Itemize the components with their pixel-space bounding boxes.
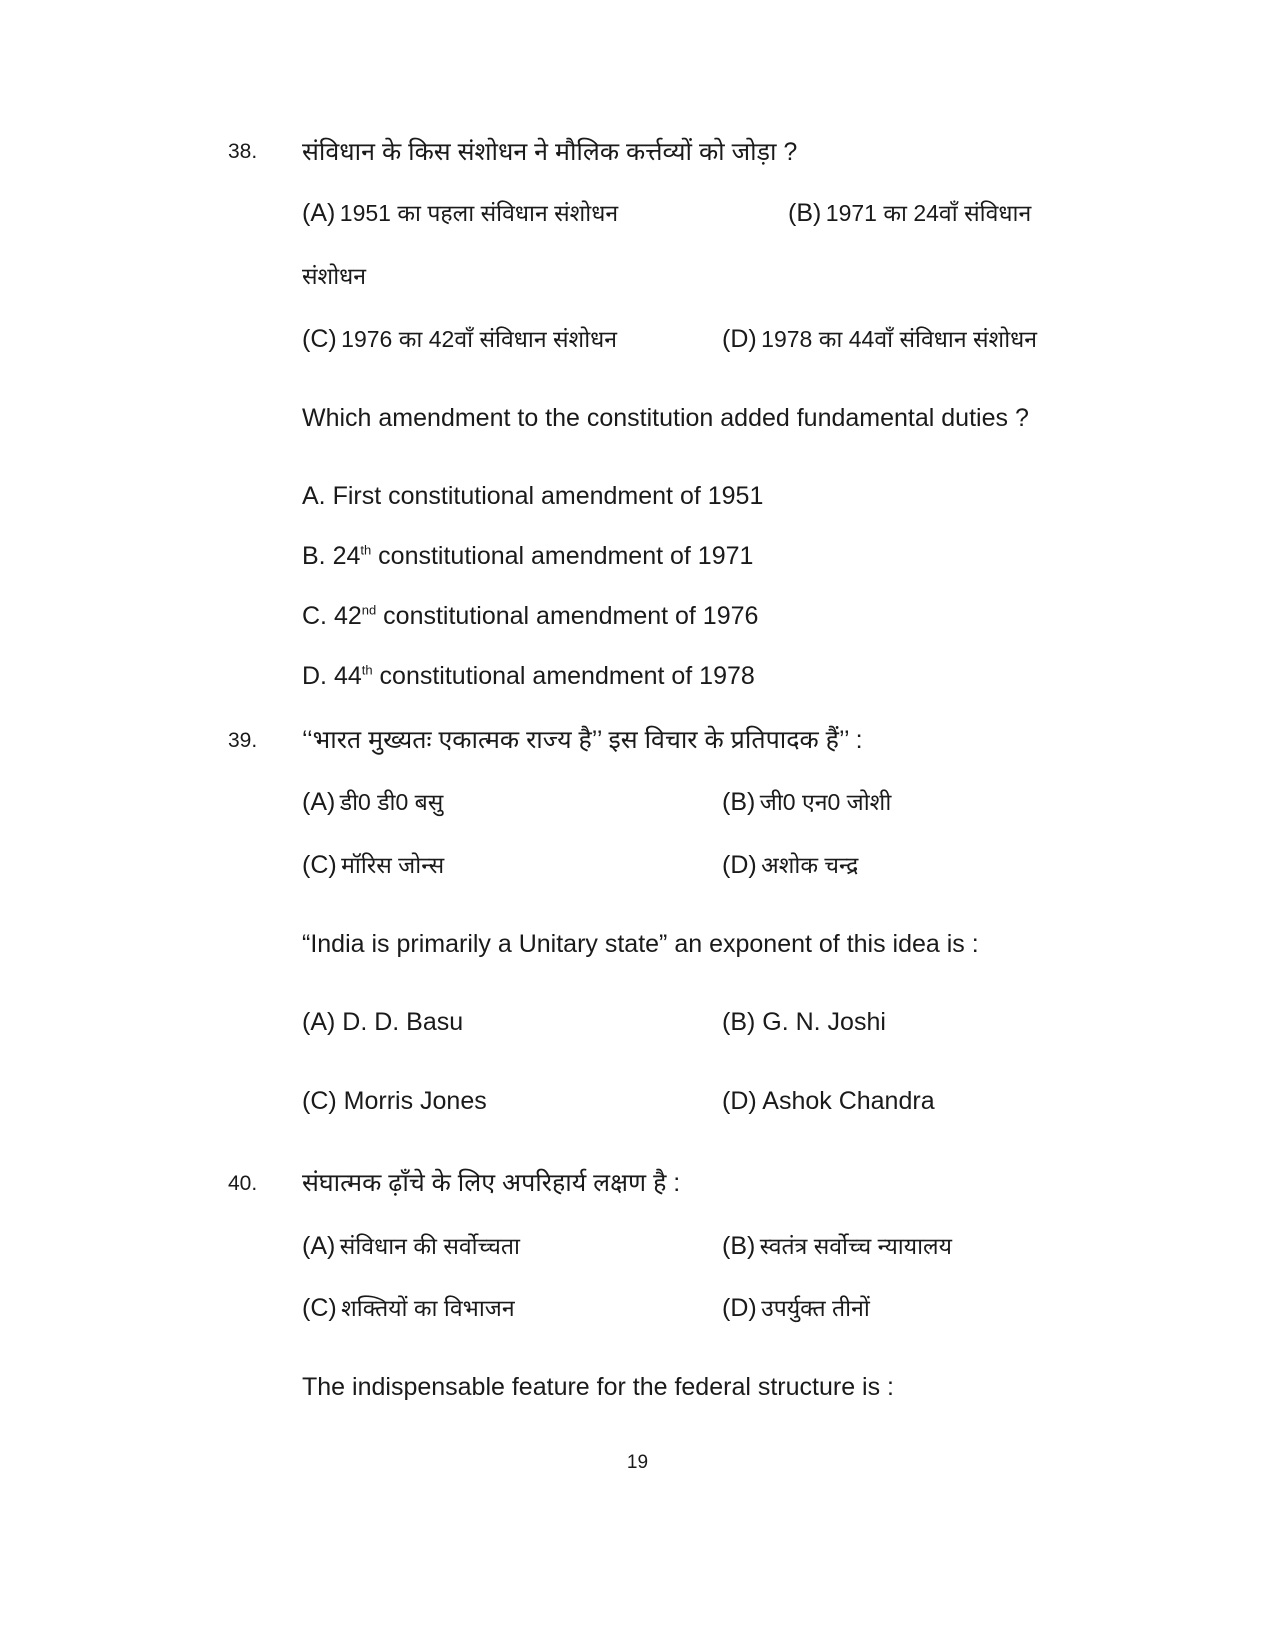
option-text: मॉरिस जोन्स [341,852,445,878]
option-d-hindi [722,848,858,880]
option-c-hindi [302,322,617,354]
option-label: (B) [788,199,822,227]
option-label: (D) [722,325,757,353]
option-text: A. First constitutional amendment of 1951 [302,482,764,510]
option-b-hindi [722,1229,952,1261]
option-label: (B) [722,1232,756,1260]
option-label: (D) [722,1294,757,1322]
option-b-hindi [788,196,1031,228]
option-a-hindi [302,785,443,817]
option-text: 1971 का 24वाँ संविधान [825,200,1032,226]
option-label: (A) [302,1232,336,1260]
option-b-hindi-continued: संशोधन [302,263,367,289]
option-text: अशोक चन्द्र [761,852,859,878]
ordinal-suffix: th [360,542,372,558]
question-number: 38. [228,140,258,163]
option-text: constitutional amendment of 1978 [372,662,755,690]
option-text: 1951 का पहला संविधान संशोधन [339,200,619,226]
question-hindi: संविधान के किस संशोधन ने मौलिक कर्त्तव्यों को जोड़ा ? [302,138,798,166]
option-text: D. 44 [302,662,362,690]
option-c-english: (C) Morris Jones [302,1087,487,1115]
option-text: स्वतंत्र सर्वोच्च न्यायालय [759,1233,952,1259]
option-c-english [302,602,758,631]
option-text: constitutional amendment of 1976 [376,602,759,630]
question-hindi: ‘‘भारत मुख्यतः एकात्मक राज्य है’’ इस विचार के प्रतिपादक हैं’’ : [302,726,863,754]
option-text: constitutional amendment of 1971 [371,542,754,570]
option-text: उपर्युक्त तीनों [761,1295,870,1321]
option-a-english [302,482,763,511]
option-a-hindi [302,196,618,228]
option-text: संविधान की सर्वोच्चता [339,1233,520,1259]
option-label: (D) [722,851,757,879]
option-text: शक्तियों का विभाजन [341,1295,515,1321]
option-c-hindi [302,848,444,880]
option-label: (C) [302,1294,337,1322]
option-b-english [302,542,753,571]
option-text: B. 24 [302,542,361,570]
question-number: 40. [228,1172,258,1195]
option-label: (B) [722,788,756,816]
question-hindi: संघात्मक ढ़ाँचे के लिए अपरिहार्य लक्षण है : [302,1169,681,1197]
option-text: डी0 डी0 बसु [339,789,444,815]
option-d-hindi [722,322,1037,354]
option-b-english: (B) G. N. Joshi [722,1008,886,1036]
option-a-english: (A) D. D. Basu [302,1008,464,1036]
option-b-hindi [722,785,891,817]
option-text: C. 42 [302,602,362,630]
question-english: Which amendment to the constitution added fundamental duties ? [302,404,1029,432]
option-text: 1976 का 42वाँ संविधान संशोधन [341,326,618,352]
option-label: (A) [302,199,336,227]
option-d-hindi [722,1291,870,1323]
page-number: 19 [626,1452,649,1473]
question-number: 39. [228,729,258,752]
ordinal-suffix: th [361,662,373,678]
option-a-hindi [302,1229,520,1261]
option-text: जी0 एन0 जोशी [759,789,892,815]
option-c-hindi [302,1291,515,1323]
option-label: (C) [302,851,337,879]
option-d-english [302,662,755,691]
question-english: The indispensable feature for the federal structure is : [302,1373,894,1401]
option-label: (C) [302,325,337,353]
option-d-english: (D) Ashok Chandra [722,1087,935,1115]
option-text: 1978 का 44वाँ संविधान संशोधन [761,326,1038,352]
question-english: “India is primarily a Unitary state” an exponent of this idea is : [302,930,979,958]
option-label: (A) [302,788,336,816]
ordinal-suffix: nd [361,602,377,618]
